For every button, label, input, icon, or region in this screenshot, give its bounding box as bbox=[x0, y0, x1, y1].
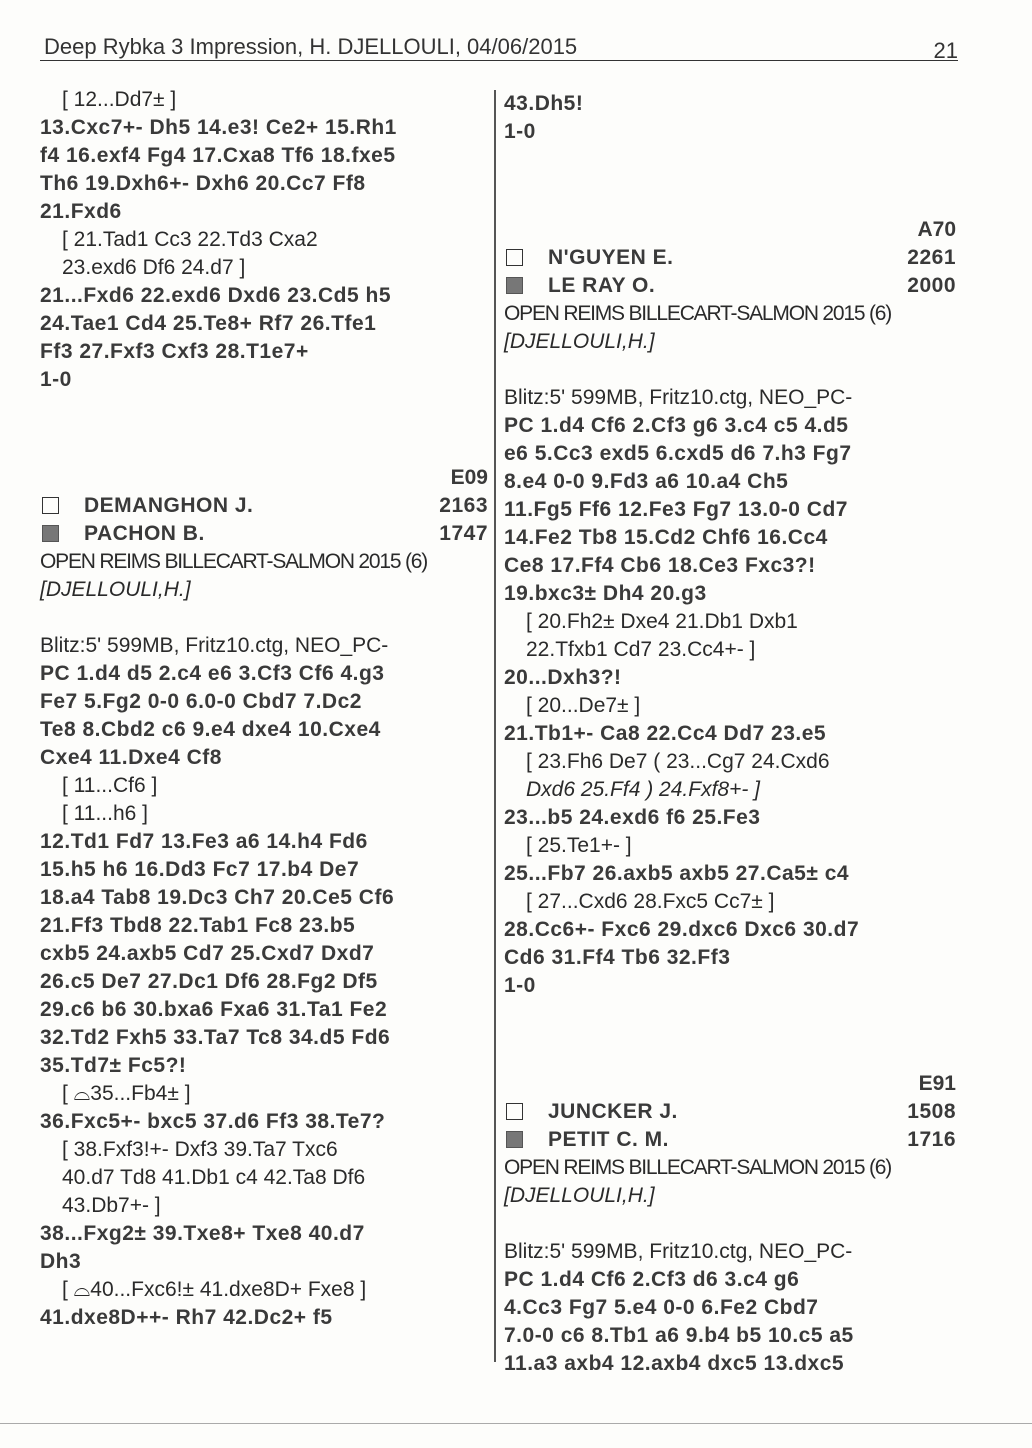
eco-code: A70 bbox=[917, 218, 956, 241]
move-line: 26.c5 De7 27.Dc1 Df6 28.Fg2 Df5 bbox=[40, 970, 378, 993]
white-player bbox=[504, 1098, 956, 1126]
variation-line: [ 23.Fh6 De7 ( 23...Cg7 24.Cxd6 bbox=[526, 750, 830, 773]
column-divider bbox=[494, 90, 496, 1362]
move-line: 13.Cxc7+- Dh5 14.e3! Ce2+ 15.Rh1 bbox=[40, 116, 397, 139]
move-line: 20...Dxh3?! bbox=[504, 666, 622, 689]
move-line: e6 5.Cc3 exd5 6.cxd5 d6 7.h3 Fg7 bbox=[504, 442, 852, 465]
move-line: PC 1.d4 Cf6 2.Cf3 d6 3.c4 g6 bbox=[504, 1268, 800, 1291]
variation-line: 23.exd6 Df6 24.d7 ] bbox=[62, 256, 246, 279]
variation-line: [ ⌓35...Fb4± ] bbox=[62, 1082, 191, 1105]
annotator: [DJELLOULI,H.] bbox=[504, 1184, 655, 1207]
move-line: 24.Tae1 Cd4 25.Te8+ Rf7 26.Tfe1 bbox=[40, 312, 377, 335]
variation-line: Dxd6 25.Ff4 ) 24.Fxf8+- ] bbox=[526, 778, 761, 801]
annotator: [DJELLOULI,H.] bbox=[40, 578, 191, 601]
black-square-icon bbox=[506, 1131, 523, 1148]
black-player bbox=[40, 520, 488, 548]
left-column bbox=[40, 86, 488, 1332]
player-elo: 1747 bbox=[439, 522, 488, 545]
variation-line: [ 11...Cf6 ] bbox=[62, 774, 158, 797]
event-name: OPEN REIMS BILLECART-SALMON 2015 (6) bbox=[504, 1156, 892, 1179]
move-line: 14.Fe2 Tb8 15.Cd2 Chf6 16.Cc4 bbox=[504, 526, 828, 549]
move-line: 12.Td1 Fd7 13.Fe3 a6 14.h4 Fd6 bbox=[40, 830, 368, 853]
variation-line: [ 38.Fxf3!+- Dxf3 39.Ta7 Txc6 bbox=[62, 1138, 338, 1161]
event-name: OPEN REIMS BILLECART-SALMON 2015 (6) bbox=[40, 550, 428, 573]
variation-line: [ 12...Dd7± ] bbox=[62, 88, 177, 111]
move-line: 8.e4 0-0 9.Fd3 a6 10.a4 Ch5 bbox=[504, 470, 789, 493]
move-line: 21.Tb1+- Ca8 22.Cc4 Dd7 23.e5 bbox=[504, 722, 827, 745]
annotator: [DJELLOULI,H.] bbox=[504, 330, 655, 353]
move-line: 23...b5 24.exd6 f6 25.Fe3 bbox=[504, 806, 761, 829]
move-line: 21...Fxd6 22.exd6 Dxd6 23.Cd5 h5 bbox=[40, 284, 391, 307]
move-line: 25...Fb7 26.axb5 axb5 27.Ca5± c4 bbox=[504, 862, 850, 885]
right-column bbox=[504, 90, 956, 1378]
move-line: 11.a3 axb4 12.axb4 dxc5 13.dxc5 bbox=[504, 1352, 845, 1375]
black-player bbox=[504, 1126, 956, 1154]
move-line: 38...Fxg2± 39.Txe8+ Txe8 40.d7 bbox=[40, 1222, 365, 1245]
move-line: 11.Fg5 Ff6 12.Fe3 Fg7 13.0-0 Cd7 bbox=[504, 498, 848, 521]
player-name: PETIT C. M. bbox=[548, 1128, 669, 1151]
move-line: PC 1.d4 d5 2.c4 e6 3.Cf3 Cf6 4.g3 bbox=[40, 662, 385, 685]
white-player bbox=[504, 244, 956, 272]
move-line: Dh3 bbox=[40, 1250, 82, 1273]
black-player bbox=[504, 272, 956, 300]
variation-line: 43.Db7+- ] bbox=[62, 1194, 161, 1217]
move-line: 36.Fxc5+- bxc5 37.d6 Ff3 38.Te7? bbox=[40, 1110, 386, 1133]
variation-line: [ 20.Fh2± Dxe4 21.Db1 Dxb1 bbox=[526, 610, 798, 633]
variation-line: 22.Tfxb1 Cd7 23.Cc4+- ] bbox=[526, 638, 756, 661]
move-line: 15.h5 h6 16.Dd3 Fc7 17.b4 De7 bbox=[40, 858, 360, 881]
move-line: Fe7 5.Fg2 0-0 6.0-0 Cbd7 7.Dc2 bbox=[40, 690, 362, 713]
player-name: JUNCKER J. bbox=[548, 1100, 678, 1123]
move-line: 43.Dh5! bbox=[504, 92, 584, 115]
page-bottom-edge bbox=[0, 1423, 1032, 1424]
page-header bbox=[40, 30, 958, 61]
page-number: 21 bbox=[933, 38, 958, 63]
move-line: 19.bxc3± Dh4 20.g3 bbox=[504, 582, 707, 605]
move-line: 4.Cc3 Fg7 5.e4 0-0 6.Fe2 Cbd7 bbox=[504, 1296, 819, 1319]
move-line: 28.Cc6+- Fxc6 29.dxc6 Dxc6 30.d7 bbox=[504, 918, 860, 941]
move-line: 21.Ff3 Tbd8 22.Tab1 Fc8 23.b5 bbox=[40, 914, 356, 937]
move-line: 21.Fxd6 bbox=[40, 200, 122, 223]
variation-line: [ 11...h6 ] bbox=[62, 802, 148, 825]
game-result: 1-0 bbox=[504, 120, 536, 143]
variation-line: [ 25.Te1+- ] bbox=[526, 834, 632, 857]
player-elo: 1716 bbox=[907, 1128, 956, 1151]
player-name: N'GUYEN E. bbox=[548, 246, 674, 269]
source-line: Blitz:5' 599MB, Fritz10.ctg, NEO_PC- bbox=[40, 634, 389, 657]
player-elo: 1508 bbox=[907, 1100, 956, 1123]
game-result: 1-0 bbox=[504, 974, 536, 997]
move-line: 7.0-0 c6 8.Tb1 a6 9.b4 b5 10.c5 a5 bbox=[504, 1324, 854, 1347]
move-line: Th6 19.Dxh6+- Dxh6 20.Cc7 Ff8 bbox=[40, 172, 366, 195]
white-square-icon bbox=[506, 249, 523, 266]
source-line: Blitz:5' 599MB, Fritz10.ctg, NEO_PC- bbox=[504, 1240, 853, 1263]
player-name: LE RAY O. bbox=[548, 274, 656, 297]
move-line: Te8 8.Cbd2 c6 9.e4 dxe4 10.Cxe4 bbox=[40, 718, 381, 741]
variation-line: [ ⌓40...Fxc6!± 41.dxe8D+ Fxe8 ] bbox=[62, 1278, 367, 1301]
move-line: Ff3 27.Fxf3 Cxf3 28.T1e7+ bbox=[40, 340, 309, 363]
move-line: PC 1.d4 Cf6 2.Cf3 g6 3.c4 c5 4.d5 bbox=[504, 414, 849, 437]
player-name: DEMANGHON J. bbox=[84, 494, 254, 517]
move-line: Ce8 17.Ff4 Cb6 18.Ce3 Fxc3?! bbox=[504, 554, 816, 577]
move-line: Cxe4 11.Dxe4 Cf8 bbox=[40, 746, 222, 769]
game-result: 1-0 bbox=[40, 368, 72, 391]
player-elo: 2163 bbox=[439, 494, 488, 517]
eco-code: E91 bbox=[918, 1072, 956, 1095]
variation-line: [ 27...Cxd6 28.Fxc5 Cc7± ] bbox=[526, 890, 775, 913]
event-name: OPEN REIMS BILLECART-SALMON 2015 (6) bbox=[504, 302, 892, 325]
black-square-icon bbox=[42, 525, 59, 542]
running-title: Deep Rybka 3 Impression, H. DJELLOULI, 04/06/2015 bbox=[44, 34, 578, 59]
move-line: Cd6 31.Ff4 Tb6 32.Ff3 bbox=[504, 946, 731, 969]
move-line: 29.c6 b6 30.bxa6 Fxa6 31.Ta1 Fe2 bbox=[40, 998, 388, 1021]
move-line: cxb5 24.axb5 Cd7 25.Cxd7 Dxd7 bbox=[40, 942, 375, 965]
variation-line: [ 20...De7± ] bbox=[526, 694, 641, 717]
move-line: 41.dxe8D++- Rh7 42.Dc2+ f5 bbox=[40, 1306, 333, 1329]
player-elo: 2000 bbox=[907, 274, 956, 297]
move-line: 32.Td2 Fxh5 33.Ta7 Tc8 34.d5 Fd6 bbox=[40, 1026, 391, 1049]
white-player bbox=[40, 492, 488, 520]
white-square-icon bbox=[506, 1103, 523, 1120]
move-line: 18.a4 Tab8 19.Dc3 Ch7 20.Ce5 Cf6 bbox=[40, 886, 395, 909]
move-line: f4 16.exf4 Fg4 17.Cxa8 Tf6 18.fxe5 bbox=[40, 144, 396, 167]
eco-code: E09 bbox=[450, 466, 488, 489]
black-square-icon bbox=[506, 277, 523, 294]
variation-line: 40.d7 Td8 41.Db1 c4 42.Ta8 Df6 bbox=[62, 1166, 366, 1189]
move-line: 35.Td7± Fc5?! bbox=[40, 1054, 187, 1077]
variation-line: [ 21.Tad1 Cc3 22.Td3 Cxa2 bbox=[62, 228, 318, 251]
white-square-icon bbox=[42, 497, 59, 514]
player-elo: 2261 bbox=[907, 246, 956, 269]
player-name: PACHON B. bbox=[84, 522, 205, 545]
source-line: Blitz:5' 599MB, Fritz10.ctg, NEO_PC- bbox=[504, 386, 853, 409]
